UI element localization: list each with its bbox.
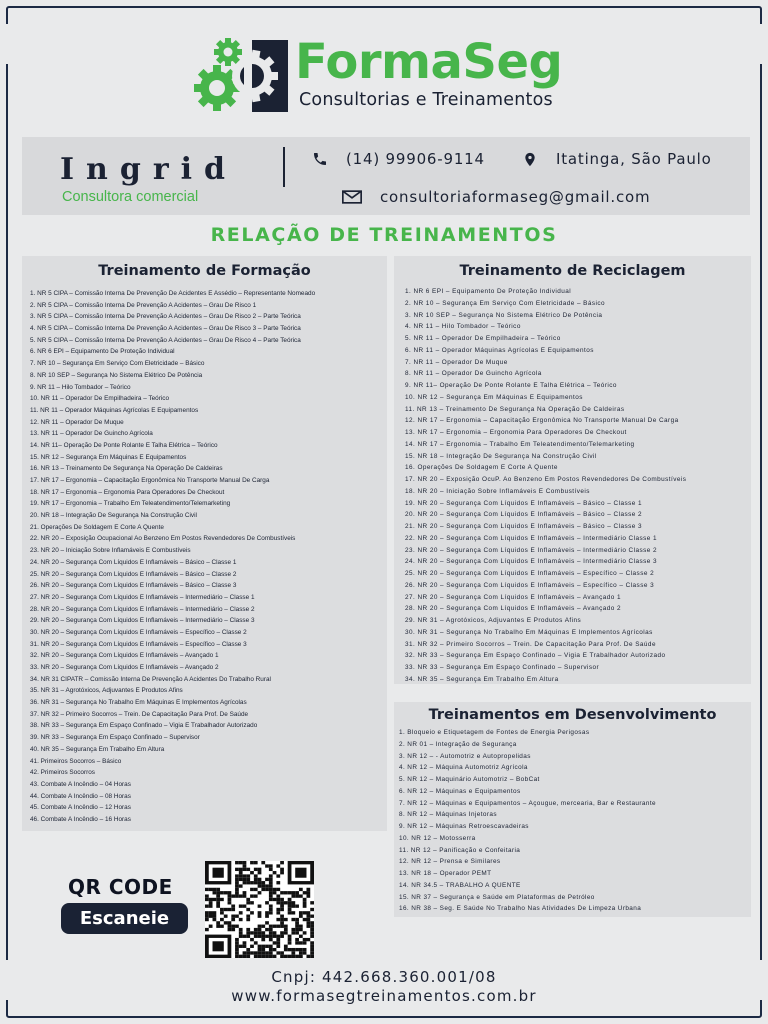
location-pin-icon — [522, 151, 538, 168]
panel-formacao — [22, 256, 387, 831]
list-item: 28. NR 20 – Segurança Com Líquidos E Inflamáveis – Avançado 2 — [405, 605, 621, 613]
list-item: 28. NR 20 – Segurança Com Líquidos E Inflamáveis – Intermediário – Classe 2 — [30, 605, 255, 613]
list-item: 34. NR 35 – Segurança Em Trabalho Em Altura — [405, 675, 559, 683]
list-item: 34. NR 31 CIPATR – Comissão Interna De Prevenção A Acidentes Do Trabalho Rural — [30, 675, 271, 683]
list-item: 30. NR 20 – Segurança Com Líquidos E Inflamáveis – Específico – Classe 2 — [30, 628, 247, 636]
list-item: 9. NR 11– Operação De Ponte Rolante E Talha Elétrica – Teórico — [405, 382, 617, 389]
list-item: 13. NR 17 – Ergonomia – Ergonomia Para Operadores De Checkout — [405, 429, 627, 436]
list-item: 24. NR 20 – Segurança Com Líquidos E Inflamáveis – Básico – Classe 1 — [30, 558, 237, 566]
list-item: 3. NR 10 SEP – Segurança No Sistema Elétrico De Potência — [405, 311, 603, 319]
list-item: 10. NR 12 – Segurança Em Máquinas E Equipamentos — [405, 393, 583, 401]
list-item: 27. NR 20 – Segurança Com Líquidos E Inflamáveis – Avançado 1 — [405, 593, 621, 601]
location-row — [522, 150, 712, 168]
phone-row[interactable] — [312, 150, 485, 168]
list-item: 15. NR 12 – Segurança Em Máquinas E Equipamentos — [30, 453, 187, 461]
phone-number: (14) 99906-9114 — [346, 150, 485, 168]
list-item: 41. Primeiros Socorros – Básico — [30, 757, 122, 765]
list-item: 23. NR 20 – Iniciação Sobre Inflamáveis E Combustíveis — [30, 547, 191, 555]
list-item: 3. NR 5 CIPA – Comissão Interna De Prevenção A Acidentes – Grau De Risco 2 – Parte Teórica — [30, 313, 301, 321]
list-item: 25. NR 20 – Segurança Com Líquidos E Inflamáveis – Específico – Classe 2 — [405, 570, 655, 577]
desenvolvimento-list — [394, 727, 751, 915]
list-item: 7. NR 10 – Segurança Em Serviço Com Eletricidade – Básico — [30, 360, 205, 368]
reciclagem-list — [394, 286, 751, 686]
list-item: 12. NR 11 – Operador De Muque — [30, 418, 124, 426]
list-item: 38. NR 33 – Segurança Em Espaço Confinado – Vigia E Trabalhador Autorizado — [30, 722, 258, 730]
list-item: 39. NR 33 – Segurança Em Espaço Confinado – Supervisor — [30, 734, 200, 742]
envelope-icon — [342, 190, 362, 204]
list-item: 32. NR 20 – Segurança Com Líquidos E Inflamáveis – Avançado 1 — [30, 652, 219, 660]
list-item: 16. Operações De Soldagem E Corte A Quente — [405, 464, 558, 472]
list-item: 8. NR 11 – Operador De Guincho Agrícola — [405, 370, 542, 378]
list-item: 13. NR 11 – Operador De Guincho Agrícola — [30, 430, 153, 438]
panel-desenvolvimento — [394, 702, 751, 917]
list-item: 2. NR 10 – Segurança Em Serviço Com Eletricidade – Básico — [405, 299, 606, 307]
list-item: 26. NR 20 – Segurança Com Líquidos E Inflamáveis – Básico – Classe 3 — [30, 582, 237, 590]
list-item: 2. NR 01 – Integração de Segurança — [399, 740, 517, 748]
list-item: 5. NR 11 – Operador De Empilhadeira – Teórico — [405, 335, 561, 342]
contact-role: Consultora comercial — [62, 189, 199, 205]
list-item: 25. NR 20 – Segurança Com Líquidos E Inflamáveis – Básico – Classe 2 — [30, 570, 237, 578]
list-item: 13. NR 18 – Operador PEMT — [399, 870, 492, 877]
list-item: 17. NR 20 – Exposição OcuP. Ao Benzeno Em Postos Revendedores De Combustíveis — [405, 476, 687, 483]
list-item: 3. NR 12 – - Automotriz e Autopropelidas — [399, 752, 531, 760]
list-item: 45. Combate A Incêndio – 12 Horas — [30, 804, 131, 812]
panel-title: Treinamentos em Desenvolvimento — [428, 707, 717, 723]
list-item: 17. NR 17 – Ergonomia – Capacitação Ergonômica No Transporte Manual De Carga — [30, 477, 270, 484]
list-item: 30. NR 31 – Segurança No Trabalho Em Máquinas E Implementos Agrícolas — [405, 628, 653, 636]
panel-title: Treinamento de Formação — [98, 263, 311, 279]
qr-code-icon — [205, 861, 314, 958]
list-item: 6. NR 6 EPI – Equipamento De Proteção Individual — [30, 348, 175, 356]
list-item: 33. NR 33 – Segurança Em Espaço Confinado – Supervisor — [405, 664, 600, 671]
list-item: 10. NR 12 – Motosserra — [399, 834, 476, 842]
list-item: 19. NR 17 – Ergonomia – Trabalho Em Teleatendimento/Telemarketing — [30, 500, 231, 508]
email-address: consultoriaformaseg@gmail.com — [380, 188, 651, 206]
panel-title: Treinamento de Reciclagem — [459, 263, 686, 279]
contact-bar — [22, 137, 750, 215]
list-item: 16. NR 38 – Seg. E Saúde No Trabalho Nas Atividades De Limpeza Urbana — [399, 905, 642, 913]
contact-divider — [283, 147, 285, 187]
brand-name: FormaSeg — [295, 34, 563, 90]
qr-label: QR CODE — [68, 875, 173, 899]
list-item: 9. NR 12 – Máquinas Retroescavadeiras — [399, 823, 529, 830]
brand-logo — [190, 36, 590, 116]
list-item: 7. NR 12 – Máquinas e Equipamentos – Açougue, mercearia, Bar e Restaurante — [399, 799, 656, 807]
list-item: 43. Combate A Incêndio – 04 Horas — [30, 780, 131, 788]
list-item: 26. NR 20 – Segurança Com Líquidos E Inflamáveis – Específico – Classe 3 — [405, 581, 655, 589]
list-item: 21. Operações De Soldagem E Corte A Quente — [30, 523, 164, 531]
list-item: 36. NR 31 – Segurança No Trabalho Em Máquinas E Implementos Agrícolas — [30, 699, 247, 707]
list-item: 46. Combate A Incêndio – 16 Horas — [30, 815, 131, 823]
list-item: 27. NR 20 – Segurança Com Líquidos E Inflamáveis – Intermediário – Classe 1 — [30, 593, 255, 601]
list-item: 22. NR 20 – Exposição Ocupacional Ao Benzeno Em Postos Revendedores De Combustíveis — [30, 535, 296, 543]
list-item: 1. NR 5 CIPA – Comissão Interna De Prevenção De Acidentes E Assédio – Representante Nomeado — [30, 290, 316, 297]
list-item: 2. NR 5 CIPA – Comissão Interna De Prevenção A Acidentes – Grau De Risco 1 — [30, 301, 257, 309]
list-item: 20. NR 18 – Integração De Segurança Na Construção Civil — [30, 512, 197, 520]
border-notch — [6, 24, 8, 64]
scan-button[interactable]: Escaneie — [61, 903, 188, 934]
list-item: 31. NR 32 – Primeiro Socorros – Trein. De Capacitação Para Prof. De Saúde — [405, 640, 656, 648]
email-row[interactable] — [342, 188, 650, 206]
list-item: 16. NR 13 – Treinamento De Segurança Na Operação De Caldeiras — [30, 465, 223, 473]
list-item: 1. NR 6 EPI – Equipamento De Proteção Individual — [405, 288, 572, 295]
list-item: 1. Bloqueio e Etiquetagem de Fontes de Energia Perigosas — [399, 729, 590, 736]
list-item: 24. NR 20 – Segurança Com Líquidos E Inflamáveis – Intermediário Classe 3 — [405, 558, 658, 566]
list-item: 15. NR 18 – Integração De Segurança Na Construção Civil — [405, 452, 597, 460]
phone-icon — [312, 151, 328, 167]
list-item: 4. NR 12 – Máquina Automotriz Agrícola — [399, 764, 528, 772]
list-item: 14. NR 11– Operação De Ponte Rolante E Talha Elétrica – Teórico — [30, 441, 218, 449]
panel-reciclagem — [394, 256, 751, 684]
list-item: 11. NR 12 – Panificação e Confeitaria — [399, 846, 521, 854]
section-title: RELAÇÃO DE TREINAMENTOS — [210, 224, 558, 246]
list-item: 7. NR 11 – Operador De Muque — [405, 358, 508, 366]
list-item: 14. NR 17 – Ergonomia – Trabalho Em Teleatendimento/Telemarketing — [405, 440, 635, 448]
list-item: 10. NR 11 – Operador De Empilhadeira – Teórico — [30, 395, 170, 403]
list-item: 15. NR 37 – Segurança e Saúde em Plataformas de Petróleo — [399, 893, 595, 901]
list-item: 6. NR 12 – Máquinas e Equipamentos — [399, 787, 521, 795]
location-text: Itatinga, São Paulo — [556, 150, 712, 168]
list-item: 9. NR 11 – Hilo Tombador – Teórico — [30, 383, 131, 391]
list-item: 14. NR 34.5 – TRABALHO A QUENTE — [399, 881, 521, 889]
qr-code[interactable] — [205, 861, 314, 958]
list-item: 5. NR 12 – Maquinário Automotriz – BobCat — [399, 776, 540, 783]
list-item: 18. NR 20 – Iniciação Sobre Inflamáveis E Combustíveis — [405, 487, 590, 495]
list-item: 29. NR 31 – Agrotóxicos, Adjuvantes E Produtos Afins — [405, 617, 582, 624]
list-item: 4. NR 5 CIPA – Comissão Interna De Prevenção A Acidentes – Grau De Risco 3 – Parte Teórica — [30, 325, 301, 333]
list-item: 40. NR 35 – Segurança Em Trabalho Em Altura — [30, 745, 165, 753]
list-item: 29. NR 20 – Segurança Com Líquidos E Inflamáveis – Intermediário – Classe 3 — [30, 617, 255, 625]
list-item: 42. Primeiros Socorros — [30, 769, 95, 777]
list-item: 23. NR 20 – Segurança Com Líquidos E Inflamáveis – Intermediário Classe 2 — [405, 546, 658, 554]
list-item: 22. NR 20 – Segurança Com Líquidos E Inflamáveis – Intermediário Classe 1 — [405, 534, 658, 542]
list-item: 32. NR 33 – Segurança Em Espaço Confinado – Vigia E Trabalhador Autorizado — [405, 652, 666, 660]
list-item: 35. NR 31 – Agrotóxicos, Adjuvantes E Produtos Afins — [30, 687, 183, 695]
contact-name: Ingrid — [60, 152, 237, 187]
list-item: 19. NR 20 – Segurança Com Líquidos E Inflamáveis – Básico – Classe 1 — [405, 499, 642, 507]
list-item: 44. Combate A Incêndio – 08 Horas — [30, 792, 131, 800]
border-notch — [760, 24, 762, 64]
list-item: 8. NR 12 – Máquinas Injetoras — [399, 811, 497, 819]
list-item: 20. NR 20 – Segurança Com Líquidos E Inflamáveis – Básico – Classe 2 — [405, 511, 642, 519]
formacao-list — [22, 288, 387, 826]
list-item: 6. NR 11 – Operador Máquinas Agrícolas E Equipamentos — [405, 346, 594, 354]
list-item: 4. NR 11 – Hilo Tombador – Teórico — [405, 323, 521, 331]
gears-logo-icon — [190, 36, 290, 116]
list-item: 8. NR 10 SEP – Segurança No Sistema Elétrico De Potência — [30, 371, 203, 379]
list-item: 11. NR 13 – Treinamento De Segurança Na Operação De Caldeiras — [405, 405, 625, 413]
list-item: 37. NR 32 – Primeiro Socorros – Trein. De Capacitação Para Prof. De Saúde — [30, 710, 249, 718]
list-item: 21. NR 20 – Segurança Com Líquidos E Inflamáveis – Básico – Classe 3 — [405, 523, 642, 530]
cnpj-text: Cnpj: 442.668.360.001/08 — [271, 968, 497, 986]
list-item: 33. NR 20 – Segurança Com Líquidos E Inflamáveis – Avançado 2 — [30, 664, 219, 671]
brand-tagline: Consultorias e Treinamentos — [299, 90, 553, 110]
list-item: 11. NR 11 – Operador Máquinas Agrícolas E Equipamentos — [30, 406, 199, 414]
website-link[interactable]: www.formasegtreinamentos.com.br — [231, 987, 537, 1005]
list-item: 12. NR 17 – Ergonomia – Capacitação Ergonômica No Transporte Manual De Carga — [405, 417, 679, 425]
list-item: 12. NR 12 – Prensa e Similares — [399, 858, 501, 866]
list-item: 5. NR 5 CIPA – Comissão Interna De Prevenção A Acidentes – Grau De Risco 4 – Parte Teórica — [30, 336, 301, 344]
list-item: 18. NR 17 – Ergonomia – Ergonomia Para Operadores De Checkout — [30, 488, 225, 496]
list-item: 31. NR 20 – Segurança Com Líquidos E Inflamáveis – Específico – Classe 3 — [30, 640, 247, 648]
